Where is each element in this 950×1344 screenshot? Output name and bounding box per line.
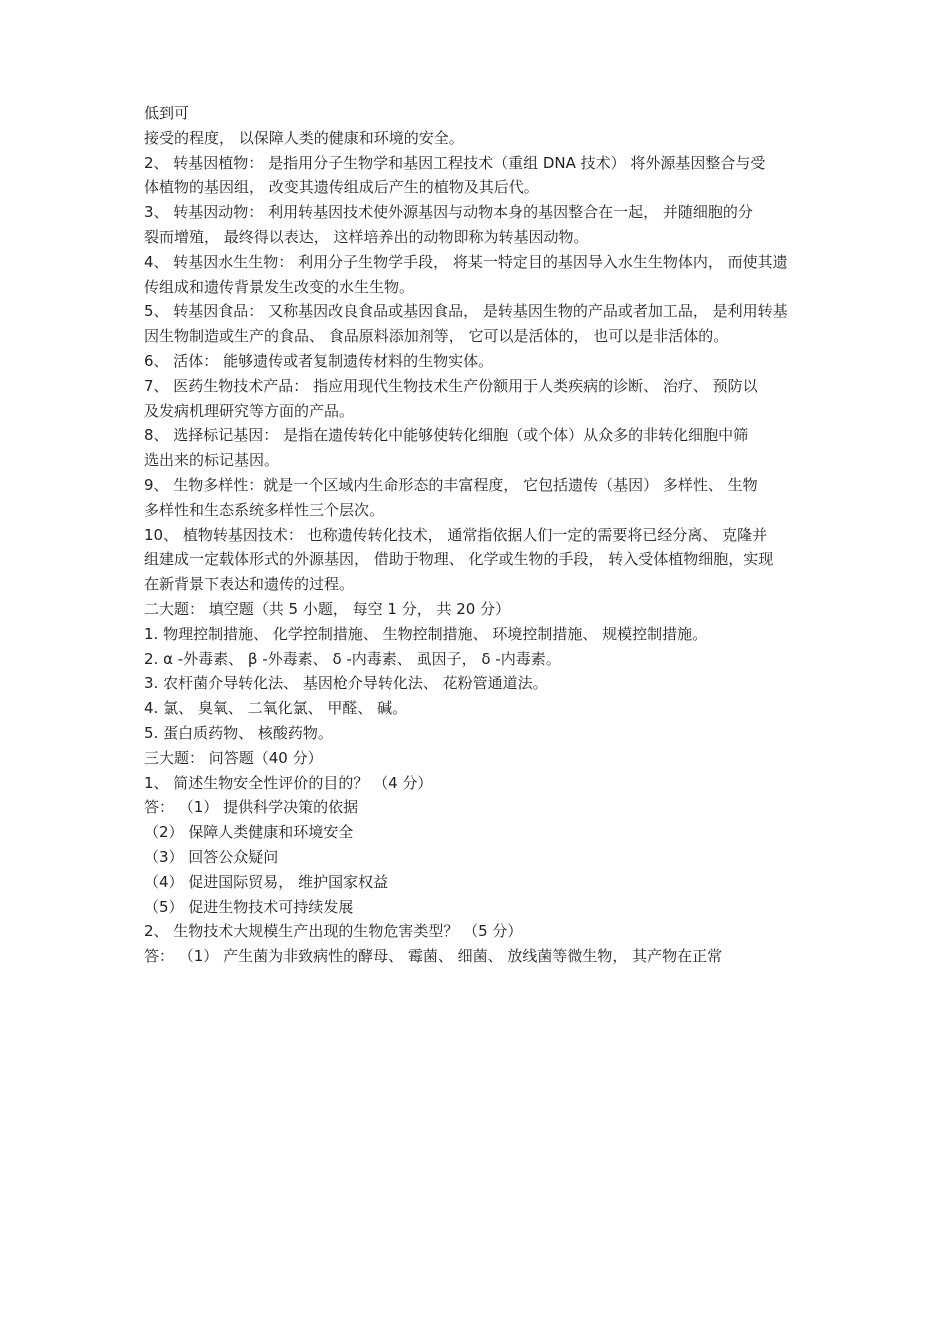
text-line: 1. 物理控制措施、 化学控制措施、 生物控制措施、 环境控制措施、 规模控制措施。: [144, 624, 708, 643]
text-line: 10、 植物转基因技术： 也称遗传转化技术， 通常指依据人们一定的需要将已经分离、 克隆并: [144, 525, 768, 544]
text-line: 9、 生物多样性：就是一个区域内生命形态的丰富程度， 它包括遗传（基因） 多样性、 生物: [144, 475, 758, 494]
text-line: （4） 促进国际贸易， 维护国家权益: [144, 872, 389, 891]
text-line: 接受的程度， 以保障人类的健康和环境的安全。: [144, 128, 464, 147]
text-line: 裂而增殖， 最终得以表达， 这样培养出的动物即称为转基因动物。: [144, 227, 589, 246]
text-line: 答： （1） 产生菌为非致病性的酵母、 霉菌、 细菌、 放线菌等微生物， 其产物在正常: [144, 947, 723, 966]
text-line: 2、 生物技术大规模生产出现的生物危害类型？ （5 分）: [144, 922, 523, 941]
text-line: 5. 蛋白质药物、 核酸药物。: [144, 723, 333, 742]
text-line: （2） 保障人类健康和环境安全: [144, 823, 354, 842]
text-line: 多样性和生态系统多样性三个层次。: [144, 500, 385, 519]
text-line: 3、 转基因动物： 利用转基因技术使外源基因与动物本身的基因整合在一起， 并随细胞的分: [144, 203, 753, 222]
text-line: 及发病机理研究等方面的产品。: [144, 401, 355, 420]
text-line: 5、 转基因食品： 又称基因改良食品或基因食品， 是转基因生物的产品或者加工品， 是利用转基: [144, 302, 788, 321]
text-line: 体植物的基因组， 改变其遗传组成后产生的植物及其后代。: [144, 178, 539, 197]
section-heading: 二大题： 填空题（共 5 小题， 每空 1 分， 共 20 分）: [144, 599, 511, 618]
text-line: 6、 活体： 能够遗传或者复制遗传材料的生物实体。: [144, 351, 494, 370]
document-body: [144, 101, 814, 969]
text-line: 答： （1） 提供科学决策的依据: [144, 798, 359, 817]
text-line: 4、 转基因水生生物： 利用分子生物学手段， 将某一特定目的基因导入水生生物体内， 而使其遗: [144, 252, 788, 271]
text-line: 因生物制造或生产的食品、 食品原料添加剂等， 它可以是活体的， 也可以是非活体的。: [144, 327, 729, 346]
text-line: 1、 简述生物安全性评价的目的？ （4 分）: [144, 773, 433, 792]
text-line: 3. 农杆菌介导转化法、 基因枪介导转化法、 花粉管通道法。: [144, 674, 548, 693]
text-line: 2、 转基因植物： 是指用分子生物学和基因工程技术（重组 DNA 技术） 将外源基因整合与受: [144, 153, 766, 172]
text-line: 组建成一定载体形式的外源基因， 借助于物理、 化学或生物的手段， 转入受体植物细胞，实现: [144, 550, 774, 569]
text-line: 选出来的标记基因。: [144, 451, 280, 470]
text-line: （3） 回答公众疑问: [144, 847, 279, 866]
text-line: （5） 促进生物技术可持续发展: [144, 897, 354, 916]
text-line: 2. α -外毒素、 β -外毒素、 δ -内毒素、 虱因子， δ -内毒素。: [144, 649, 561, 668]
text-line: 8、 选择标记基因： 是指在遗传转化中能够使转化细胞（或个体）从众多的非转化细胞中筛: [144, 426, 749, 445]
text-line: 传组成和遗传背景发生改变的水生生物。: [144, 277, 415, 296]
section-heading: 三大题： 问答题（40 分）: [144, 748, 323, 767]
text-line: 4. 氯、 臭氧、 二氧化氯、 甲醛、 碱。: [144, 699, 408, 718]
text-line: 低到可: [144, 104, 190, 122]
text-line: 在新背景下表达和遗传的过程。: [144, 575, 355, 594]
text-line: 7、 医药生物技术产品： 指应用现代生物技术生产份额用于人类疾病的诊断、 治疗、 预防以: [144, 376, 758, 395]
